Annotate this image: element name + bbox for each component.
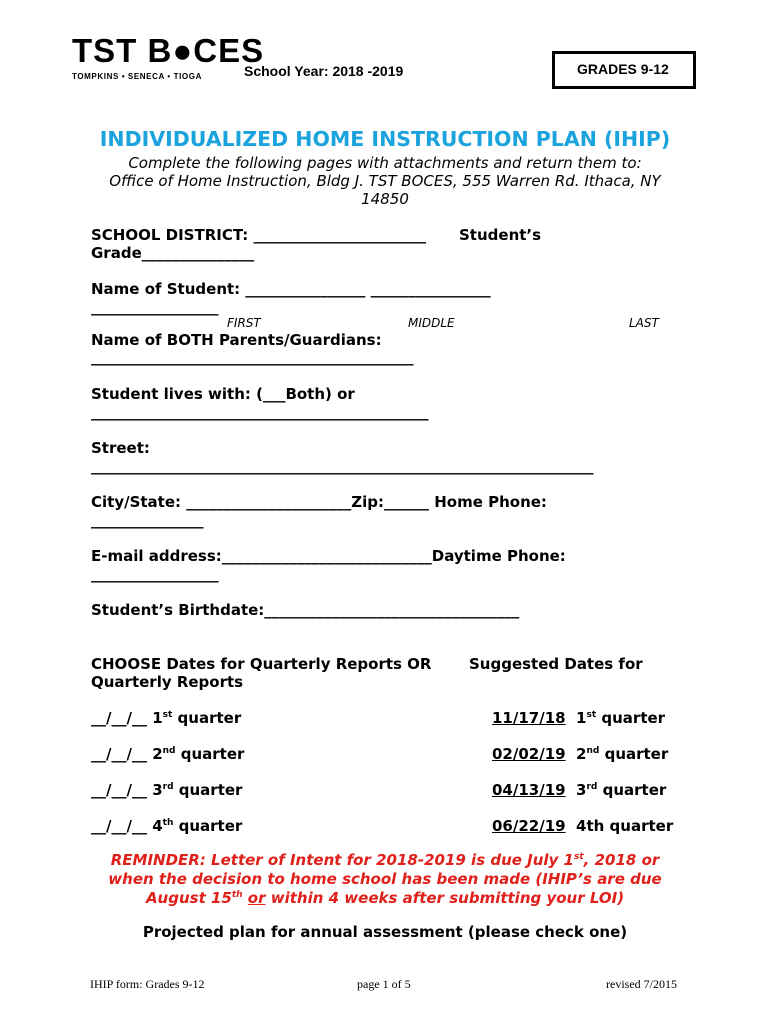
quarter-4-sup: th: [162, 818, 174, 828]
quarter-4-date: 06/22/19: [492, 817, 566, 835]
subtitle-line2: Office of Home Instruction, Bldg J. TST BOCES, 555 Warren Rd. Ithaca, NY: [109, 172, 661, 190]
quarter-3-sup-right: rd: [586, 782, 598, 792]
quarter-1-num: 1: [152, 709, 163, 727]
subtitle-line3: 14850: [361, 190, 409, 208]
school-district-field[interactable]: SCHOOL DISTRICT: _______________________: [91, 226, 426, 244]
quarter-4-right: 4th quarter: [576, 817, 674, 835]
subtitle: [0, 154, 770, 208]
quarter-2-num-right: 2: [576, 745, 587, 763]
quarter-1-sup-right: st: [586, 710, 597, 720]
quarter-2-num: 2: [152, 745, 163, 763]
quarter-4-word: quarter: [178, 817, 243, 835]
logo: [72, 32, 264, 70]
reminder-line3: [0, 889, 770, 908]
subtitle-line1: Complete the following pages with attachments and return them to:: [128, 154, 642, 172]
quarter-1-blank[interactable]: __/__/__: [91, 709, 147, 727]
reminder-or: or: [247, 889, 266, 907]
street-label: Street:: [91, 439, 150, 457]
choose-dates-label: CHOOSE Dates for Quarterly Reports OR: [91, 655, 432, 673]
logo-text: TST B●CES: [72, 32, 265, 69]
footer-form-name: IHIP form: Grades 9-12: [90, 977, 205, 991]
quarter-1-suggested: [492, 709, 665, 727]
grade-field[interactable]: Grade_______________: [91, 244, 255, 262]
reminder-b: , 2018 or: [583, 851, 660, 869]
quarter-3-num: 3: [152, 781, 163, 799]
quarter-1-word-right: quarter: [601, 709, 666, 727]
footer-revised: revised 7/2015: [606, 977, 677, 991]
quarter-3-sup: rd: [162, 782, 174, 792]
reminder-d: August 15: [145, 889, 232, 907]
quarter-4-row[interactable]: [91, 817, 242, 835]
quarter-4-num: 4: [152, 817, 163, 835]
quarter-2-blank[interactable]: __/__/__: [91, 745, 147, 763]
grade-label: Student’s: [459, 226, 542, 244]
page-title: INDIVIDUALIZED HOME INSTRUCTION PLAN (IHIP): [99, 127, 671, 151]
quarter-3-date: 04/13/19: [492, 781, 566, 799]
first-name-label: FIRST: [227, 316, 261, 330]
quarter-2-row[interactable]: [91, 745, 244, 763]
last-name-label: LAST: [629, 316, 659, 330]
student-name-field[interactable]: Name of Student: ________________ ________________: [91, 280, 491, 298]
quarter-2-suggested: [492, 745, 668, 763]
reminder-line2: when the decision to home school has been made (IHIP’s are due: [108, 870, 662, 888]
quarter-2-word-right: quarter: [604, 745, 669, 763]
quarter-1-num-right: 1: [576, 709, 587, 727]
birthdate-field[interactable]: Student’s Birthdate:__________________________________: [91, 601, 520, 619]
quarter-1-word: quarter: [177, 709, 242, 727]
parents-label: Name of BOTH Parents/Guardians:: [91, 331, 382, 349]
middle-name-label: MIDDLE: [408, 316, 455, 330]
daytime-phone-field[interactable]: _________________: [91, 565, 219, 583]
quarter-4-blank[interactable]: __/__/__: [91, 817, 147, 835]
reminder-a: REMINDER: Letter of Intent for 2018-2019 is due July 1: [110, 851, 574, 869]
choose-dates-label-2: Quarterly Reports: [91, 673, 244, 691]
school-year: School Year: 2018 -2019: [244, 63, 404, 79]
quarter-2-word: quarter: [180, 745, 245, 763]
home-phone-field[interactable]: _______________: [91, 511, 204, 529]
logo-subtitle: TOMPKINS • SENECA • TIOGA: [72, 72, 202, 81]
lives-with-field[interactable]: Student lives with: (___Both) or: [91, 385, 355, 403]
lives-with-line[interactable]: _____________________________________________: [91, 403, 429, 421]
student-name-line2[interactable]: _________________: [91, 298, 219, 316]
quarter-2-date: 02/02/19: [492, 745, 566, 763]
quarter-4-suggested: [492, 817, 673, 835]
quarter-3-row[interactable]: [91, 781, 242, 799]
reminder: [0, 851, 770, 908]
reminder-f: within 4 weeks after submitting your LOI): [270, 889, 625, 907]
footer-page-number: page 1 of 5: [357, 977, 411, 991]
quarter-3-word-right: quarter: [602, 781, 667, 799]
projected-plan-heading: Projected plan for annual assessment (please check one): [142, 923, 628, 941]
parents-field[interactable]: ___________________________________________: [91, 348, 414, 366]
grades-box: [552, 51, 696, 89]
quarter-3-num-right: 3: [576, 781, 587, 799]
email-field[interactable]: E-mail address:____________________________Daytime Phone:: [91, 547, 566, 565]
reminder-a-sup: st: [574, 852, 584, 862]
quarter-3-suggested: [492, 781, 666, 799]
quarter-3-word: quarter: [178, 781, 243, 799]
reminder-d-sup: th: [231, 890, 243, 900]
quarter-1-row[interactable]: [91, 709, 241, 727]
quarter-1-sup: st: [162, 710, 173, 720]
quarter-2-sup-right: nd: [586, 746, 600, 756]
reminder-line1: [0, 851, 770, 870]
quarter-1-date: 11/17/18: [492, 709, 566, 727]
quarter-3-blank[interactable]: __/__/__: [91, 781, 147, 799]
city-state-field[interactable]: City/State: ______________________Zip:______ Home Phone:: [91, 493, 547, 511]
grades-label: GRADES 9-12: [577, 61, 669, 77]
suggested-dates-label: Suggested Dates for: [469, 655, 643, 673]
street-field[interactable]: ___________________________________________________________________: [91, 457, 594, 475]
quarter-2-sup: nd: [162, 746, 176, 756]
